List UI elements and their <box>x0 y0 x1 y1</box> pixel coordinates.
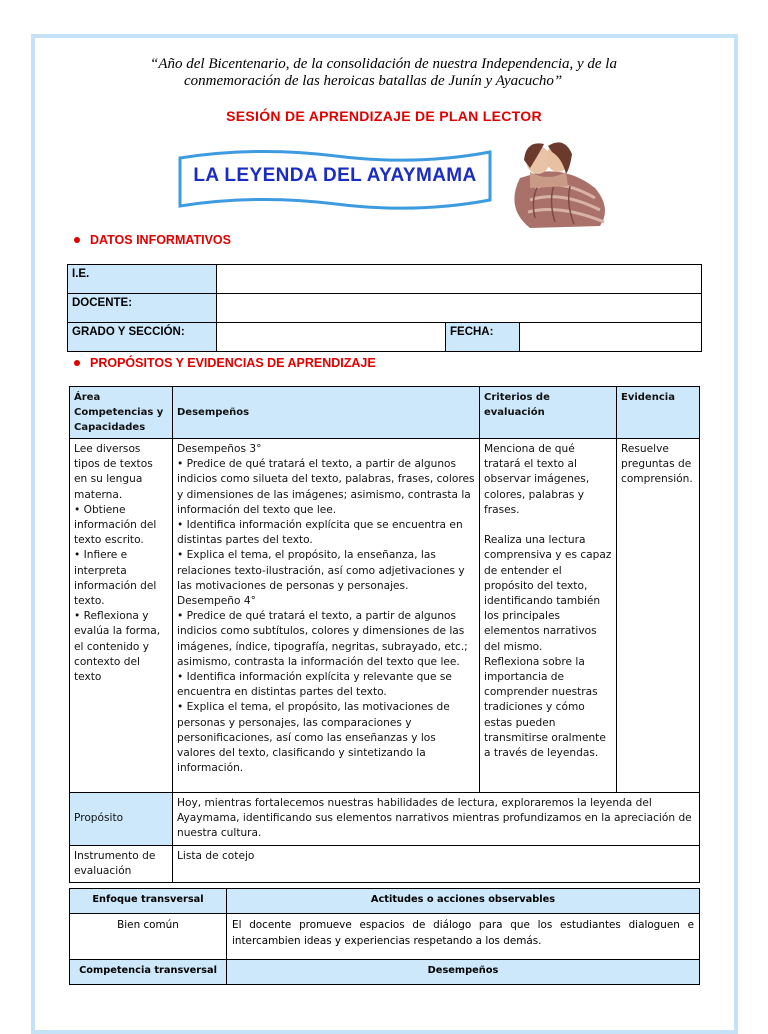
ayaymama-illustration <box>500 138 612 230</box>
session-title: SESIÓN DE APRENDIZAJE DE PLAN LECTOR <box>226 108 542 124</box>
section-datos-label: DATOS INFORMATIVOS <box>90 233 231 247</box>
header-area: Área Competencias y Capacidades <box>70 387 173 439</box>
header-evidencia: Evidencia <box>617 387 700 439</box>
section-propositos <box>74 356 376 370</box>
proposito-label: Propósito <box>70 793 173 846</box>
header-criterios: Criterios de evaluación <box>480 387 617 439</box>
header-enfoque: Enfoque transversal <box>70 889 227 914</box>
area-cell: Lee diversos tipos de textos en su lengua materna. • Obtiene información del texto escrito. • Infiere e interpreta información del texto. • Reflexiona y evalúa la forma, el contenido y contexto del texto <box>70 439 173 793</box>
instrumento-label: Instrumento de evaluación <box>70 845 173 882</box>
enfoque-value: Bien común <box>70 914 227 960</box>
fecha-field[interactable] <box>520 323 702 352</box>
header-desempenos: Desempeños <box>173 387 480 439</box>
docente-field[interactable] <box>217 294 702 323</box>
ie-field[interactable] <box>217 265 702 294</box>
motto-line-1: “Año del Bicentenario, de la consolidación de nuestra Independencia, y de la <box>150 56 617 72</box>
grado-label: GRADO Y SECCIÓN: <box>68 323 217 352</box>
year-motto <box>150 56 670 90</box>
criterios-cell: Menciona de qué tratará el texto al observar imágenes, colores, palabras y frases. Realiza una lectura comprensiva y es capaz de entender el propósito del texto, identificando también los principales elementos narrativos del mismo. Reflexiona sobre la importancia de comprender nuestras tradiciones y cómo estas pueden transmitirse oralmente a través de leyendas. <box>480 439 617 793</box>
instrumento-text: Lista de cotejo <box>173 845 700 882</box>
header-actitudes: Actitudes o acciones observables <box>227 889 700 914</box>
motto-line-2: conmemoración de las heroicas batallas de Junín y Ayacucho” <box>184 73 563 89</box>
fecha-label: FECHA: <box>446 323 520 352</box>
docente-label: DOCENTE: <box>68 294 217 323</box>
header-competencia-transversal: Competencia transversal <box>70 960 227 985</box>
ie-label: I.E. <box>68 265 217 294</box>
header-desempenos-transversal: Desempeños <box>227 960 700 985</box>
enfoque-table <box>69 888 700 985</box>
bullet-icon <box>74 237 80 243</box>
bullet-icon <box>74 360 80 366</box>
desempenos-cell: Desempeños 3° • Predice de qué tratará el texto, a partir de algunos indicios como silueta del texto, palabras, frases, colores y dimensiones de las imágenes; asimismo, contrasta la información del texto que lee. • Identifica información explícita que se encuentra en distintas partes del texto. • Explica el tema, el propósito, la enseñanza, las relaciones texto-ilustración, así como adjetivaciones y las motivaciones de personas y personajes. Desempeño 4° • Predice de qué tratará el texto, a partir de algunos indicios como subtítulos, colores y dimensiones de las imágenes, índice, tipografía, negritas, subrayado, etc.; asimismo, contrasta la información del texto que lee. • Identifica información explícita y relevante que se encuentra en distintas partes del texto. • Explica el tema, el propósito, las motivaciones de personas y personajes, las comparaciones y personificaciones, así como las enseñanzas y los valores del texto, clasificando y sintetizando la información. <box>173 439 480 793</box>
section-datos <box>74 233 231 247</box>
section-propositos-label: PROPÓSITOS Y EVIDENCIAS DE APRENDIZAJE <box>90 356 376 370</box>
evidencia-cell: Resuelve preguntas de comprensión. <box>617 439 700 793</box>
datos-table <box>67 264 702 352</box>
lesson-title: LA LEYENDA DEL AYAYMAMA <box>193 165 477 186</box>
proposito-text: Hoy, mientras fortalecemos nuestras habilidades de lectura, exploraremos la leyenda del Ayaymama, identificando sus elementos narrativos mientras profundizamos en la apreciación de nuestra cultura. <box>173 793 700 846</box>
competencias-table <box>69 386 700 883</box>
actitud-value: El docente promueve espacios de diálogo para que los estudiantes dialoguen e intercambien ideas y experiencias respetando a los demás. <box>227 914 700 960</box>
grado-field[interactable] <box>217 323 446 352</box>
